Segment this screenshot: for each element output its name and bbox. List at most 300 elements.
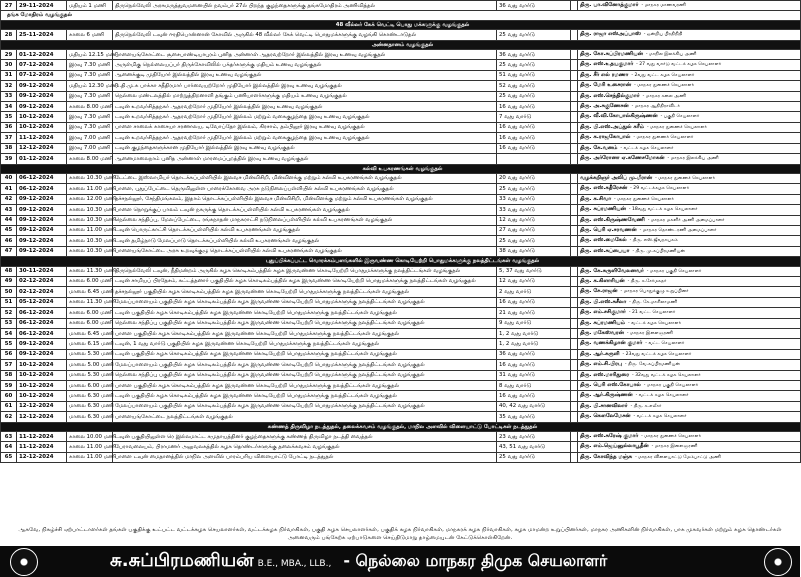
row-spacer <box>571 432 578 442</box>
row-spacer <box>571 287 578 297</box>
row-date: 12-12-2024 <box>17 412 67 422</box>
person-name: வழக்கறிஞர் அலிப் மு.மீரான் <box>580 174 653 181</box>
row-spacer <box>571 391 578 401</box>
person-role: - மாநகர பகுதி செயலாளர் <box>646 268 702 274</box>
table-row <box>1 349 801 359</box>
row-number: 54 <box>1 329 17 339</box>
table-row <box>1 276 801 286</box>
row-time: இரவு 7.00 மணி <box>67 133 113 143</box>
row-time: காலை 11.00 மணி <box>67 184 113 194</box>
row-ward: 25 வது வார்டு <box>497 236 571 246</box>
row-description: டவுன் பகுதியிலுள்ள ரெ இல்லமாட்ட சமுதாயத்தினர் குழந்தைகளுக்கு கண்ணத் திருவிழா நடத்தி வைத்தல் <box>113 432 497 442</box>
row-ward: 31 வது வார்டு <box>497 370 571 380</box>
row-date: 10-12-2024 <box>17 112 67 122</box>
row-ward: 40, 42 வது வார்டு <box>497 401 571 411</box>
person-name: திரு. பி.எஸ்.சுசீலா <box>580 298 627 305</box>
row-ward: 23 வது வார்டு <box>497 432 571 442</box>
row-time: காலை 11.00 மணி <box>67 225 113 235</box>
row-description: பாளை நொறுக்குப் பாலம் டவுன் நகருக்கு தொடக்கப்பள்ளியில் கல்வி உபகரணங்கள் வழங்குதல் <box>113 205 497 215</box>
row-date: 10-12-2024 <box>17 360 67 370</box>
row-date: 09-12-2024 <box>17 81 67 91</box>
row-ward: 27 வது வார்டு <box>497 225 571 235</box>
row-person <box>578 297 801 307</box>
row-ward: 9 வது வார்டு <box>497 318 571 328</box>
person-role: - 18வது வட்டக் கழக செயலாளர் <box>628 207 698 213</box>
row-description: ஆனைமாலைநாம் புனித அன்னாள் மாரமைப்புறத்தில் இரவு உணவு வழங்குதல் <box>113 154 497 164</box>
row-time: காலை 12.00 மணி <box>67 194 113 204</box>
table-row <box>1 452 801 462</box>
row-spacer <box>571 154 578 164</box>
table-row <box>1 339 801 349</box>
row-ward: 52 வது வார்டு <box>497 81 571 91</box>
table-row <box>1 30 801 40</box>
row-spacer <box>571 349 578 359</box>
row-person <box>578 236 801 246</box>
row-ward: 25 வது வார்டு <box>497 184 571 194</box>
row-time: காலை 10.30 மணி <box>67 205 113 215</box>
person-name: திரு. சுப்ரமணியன் <box>580 206 626 213</box>
section-title-text: 48 வீல்லர் கேக் வெட்டி பொது மக்களுக்கு வழங்குதல் <box>335 21 470 28</box>
row-time: காலை 11.00 மணி <box>67 442 113 452</box>
row-time: இரவு 7.30 மணி <box>67 122 113 132</box>
row-number: 42 <box>1 194 17 204</box>
row-description: டவுன் பகுதியில் கழக கொடிகம்பத்தில் கழக இருவண்ண கொடியேற்றி பொதுமக்களுக்கு நலத்திட்டங்கள் வழங்குதல் <box>113 308 497 318</box>
row-description: திருநெல்வேலி டவுன், நீதிமன்றம் அருகில் கழக கொடிகம்பத்தில் கழக இருவண்ண கொடியேற்றி பொதுமக்களுக்கு நலத்திட்டங்கள் வழங்குதல் <box>113 266 497 276</box>
person-name: திரு. கோவிந்த மஞ்சு <box>580 453 633 460</box>
row-date: 10-12-2024 <box>17 391 67 401</box>
row-number: 47 <box>1 246 17 256</box>
person-name: திரு. ஆர்.கிருஷ்ணன் <box>580 392 633 399</box>
row-date: 01-12-2024 <box>17 154 67 164</box>
table-row <box>1 370 801 380</box>
row-number: 59 <box>1 381 17 391</box>
person-name: திரு. ராஜா எஸ்அப்பாஸ் <box>580 31 641 38</box>
row-date: 02-12-2024 <box>17 287 67 297</box>
table-row <box>1 329 801 339</box>
row-description: டவுன் பகுதியில் கழக கொடிகம்பத்தில் கழக இருவண்ண கொடியேற்றி பொதுமக்களுக்கு நலத்திட்டங்கள் வழங்குதல் <box>113 349 497 359</box>
party-emblem-icon <box>10 548 38 576</box>
row-ward: 33 வது வார்டு <box>497 205 571 215</box>
row-description: மேலப்பாளையம் பகுதியில் கழக கொடிகம்பத்தில் கழக இருவண்ண கொடியேற்றி பொதுமக்களுக்கு நலத்திட்டங்கள் வழங்குதல் <box>113 401 497 411</box>
person-name: திரு. எஸ்.சுப்பையா <box>580 247 630 254</box>
table-row <box>1 297 801 307</box>
row-description: பாளையங்கோட்டை சூசைபாண்டியாபுரம் புனித அன்னாள் ஆதரவற்றோர் இல்லத்தில் இரவு உணவு வழங்குதல் <box>113 50 497 60</box>
person-name: திரு. மேரி உசைரான் <box>580 82 632 89</box>
person-role: - மாநகர துணைச் செயலாளர் <box>655 175 716 181</box>
row-time: மதியம் 12.30 மணி <box>67 81 113 91</box>
row-number: 43 <box>1 205 17 215</box>
table-row <box>1 60 801 70</box>
row-time: மாலை 6.00 மணி <box>67 381 113 391</box>
row-person <box>578 205 801 215</box>
row-spacer <box>571 143 578 153</box>
person-name: திரு. கே.வனம் <box>580 144 618 151</box>
section-title <box>1 40 801 49</box>
person-name: திரு. எஸ்.செந்தில்குமார் <box>580 92 640 99</box>
row-time: மதியம் 1 மணி <box>67 1 113 11</box>
table-row <box>1 133 801 143</box>
table-row <box>1 391 801 401</box>
section-header <box>1 257 801 266</box>
row-person <box>578 329 801 339</box>
person-name: திரு. அ.சுகுணேசன் <box>580 103 629 110</box>
row-number: 38 <box>1 143 17 153</box>
row-ward: 35 வது வார்டு <box>497 412 571 422</box>
row-ward: 25 வது வார்டு <box>497 30 571 40</box>
row-description: டவுன் குழந்தைகளுக்கான முதியோர் இல்லத்தில் இரவு உணவு வழங்குதல் <box>113 143 497 153</box>
person-role: - மாநில இலக்கிய அணி <box>645 52 697 58</box>
row-ward: 36 வது வார்டு <box>497 50 571 60</box>
row-description: நெல்லை மண்டலத்தில் மாற்றுத்திறனாளி தங்கும் பணியாளர்களுக்கு மதியம் உணவு வழங்குதல் <box>113 91 497 101</box>
row-time: காலை 10.30 மணி <box>67 246 113 256</box>
row-person <box>578 102 801 112</box>
row-ward: 21 வது வார்டு <box>497 308 571 318</box>
row-time: மாலை 5.00 மணி <box>67 360 113 370</box>
row-ward: 16 வது வார்டு <box>497 360 571 370</box>
person-name: திரு. க.கிளாரியன் <box>580 277 625 284</box>
row-time: இரவு 7.30 மணி <box>67 91 113 101</box>
row-spacer <box>571 339 578 349</box>
row-number: 51 <box>1 297 17 307</box>
person-name: திரு. சுப்ரமணியம் <box>580 319 625 326</box>
person-name: திரு. எஸ்.கதீரேசன் <box>580 185 628 192</box>
row-ward: 36 வது வார்டு <box>497 1 571 11</box>
row-spacer <box>571 266 578 276</box>
row-person <box>578 318 801 328</box>
row-time: மாலை 6.15 மணி <box>67 339 113 349</box>
row-person <box>578 391 801 401</box>
row-number: 50 <box>1 287 17 297</box>
row-description: தச்சநல்லூர், சேந்திமங்கலம், இதாம் தொடக்கப்பள்ளியில் இலவச மின்விசிறி, மின்விளக்கு மற்றும் கல்வி உபகரணங்கள் வழங்குதல் <box>113 194 497 204</box>
row-description: பாளை பகுதியில் கழக கொடிகம்பத்தில் கழக இருவண்ண கொடியேற்றி பொதுமக்களுக்கு நலத்திட்டங்கள் வழங்குதல் <box>113 381 497 391</box>
table-row <box>1 184 801 194</box>
row-description: பாளை, புதுப்பேட்டை தெருவிலுள்ள பாரைக்கோவை அரசு நடுநிலைப்பள்ளியில் கல்வி உபகரணங்கள் வழங்குதல் <box>113 184 497 194</box>
row-time: மாலை 6.45 மணி <box>67 287 113 297</box>
row-description: டவுன் சாமியப் பிரதேசம், கட்டத்தனார் பகுதியில் கழக கொடிகம்பத்தில் கழக இருவண்ண கொடியேற்றி பொதுமக்களுக்கு நலத்திட்டங்கள் வழங்குதல் <box>113 276 497 286</box>
row-spacer <box>571 184 578 194</box>
row-description: பாளை பகுதியில் கழக கொடிகம்பத்தில் கழக இருவண்ண கொடியேற்றி பொதுமக்களுக்கு நலத்திட்டங்கள் வழங்குதல் <box>113 329 497 339</box>
row-time: இரவு 7.30 மணி <box>67 112 113 122</box>
person-name: திரு. எம்.சசிகுமார் <box>580 309 626 316</box>
row-description: பாளையங்கோட்டை அரசு உறவுக்குழு தொடக்கப்பள்ளியில் கல்வி உபகரணங்கள் வழங்குதல் <box>113 246 497 256</box>
row-time: காலை 8.00 மணி <box>67 102 113 112</box>
row-person <box>578 287 801 297</box>
row-description: பாளை டவுன் மைதானத்தில் மாநில அளவில் பாரம்பரிய விளையாட்டு போட்டி நடத்துதல் <box>113 452 497 462</box>
row-date: 01-12-2024 <box>17 50 67 60</box>
person-role: - திரு. கே.மாசிலாமணி <box>629 299 678 305</box>
section-title <box>1 11 801 20</box>
row-date: 09-12-2024 <box>17 102 67 112</box>
person-role: - திரு. வே.சுப்பிரமணியன் <box>624 362 680 368</box>
row-time: காலை 8.00 மணி <box>67 154 113 164</box>
row-spacer <box>571 30 578 40</box>
row-spacer <box>571 225 578 235</box>
row-date: 06-12-2024 <box>17 318 67 328</box>
row-person <box>578 412 801 422</box>
row-ward: 12 வது வார்டு <box>497 215 571 225</box>
row-person <box>578 143 801 153</box>
person-role: - மாநகர தொண்டரணி அமைப்பாளர் <box>639 227 717 233</box>
section-title-text: அன்னதானம் வழங்குதல் <box>371 41 434 48</box>
row-ward: 2 வது வார்டு <box>497 287 571 297</box>
row-date: 25-11-2024 <box>17 30 67 40</box>
row-date: 09-12-2024 <box>17 91 67 101</box>
row-person <box>578 360 801 370</box>
row-description: ம.தி.மு.க பாக்கா சதீதிரமார் பார்வையற்றோர் முதியோர் இல்லத்தில் இரவு உணவு வழங்குதல் <box>113 81 497 91</box>
row-date: 09-12-2024 <box>17 349 67 359</box>
row-number: 52 <box>1 308 17 318</box>
row-description: ஆனைக்குடி முதியோர் இல்லத்தில் இரவு உணவு வழங்குதல் <box>113 70 497 80</box>
row-number: 40 <box>1 173 17 183</box>
row-ward: 43, 51 வது வார்டு <box>497 442 571 452</box>
row-date: 09-12-2024 <box>17 194 67 204</box>
table-row <box>1 225 801 235</box>
row-person <box>578 60 801 70</box>
row-time: மாலை 6.45 மணி <box>67 329 113 339</box>
row-person <box>578 122 801 132</box>
row-number: 44 <box>1 215 17 225</box>
person-role: - மாநகர துணைச் செயலாளர் <box>633 135 694 141</box>
row-time: காலை 6.00 மணி <box>67 308 113 318</box>
row-number: 64 <box>1 442 17 452</box>
row-person <box>578 184 801 194</box>
row-time: காலை 10.30 மணி <box>67 215 113 225</box>
row-description: தச்சநல்லூர் பகுதியில் கழக கொடிகம்பத்தில் கழக இருவண்ண கொடியேற்றி பொதுமக்களுக்கு நலத்திட்டங்கள் வழங்குதல் <box>113 287 497 297</box>
row-time: மாலை 6.30 மணி <box>67 391 113 401</box>
person-role: - மாநகர துணைச் செயலாளர் <box>614 196 674 202</box>
person-name: திரு. எம்.சி.பிரபு <box>580 361 622 368</box>
row-time: மாலை 6.30 மணி <box>67 401 113 411</box>
row-ward: 51 வது வார்டு <box>497 70 571 80</box>
signature-banner <box>0 546 800 577</box>
person-name: திரு. எம்.ஜெய்னுல்லாபூதீன் <box>580 443 649 450</box>
row-number: 49 <box>1 276 17 286</box>
row-spacer <box>571 381 578 391</box>
row-description: டவுன் உறவர்சித்தநகர் ஆதரவற்றோர் முதியோர் இல்லத்தில் இரவு உணவு வழங்குதல் <box>113 102 497 112</box>
row-person <box>578 215 801 225</box>
row-time: காலை 11.30 மணி <box>67 266 113 276</box>
person-role: - பகுதி செயலாளர் <box>660 114 700 120</box>
row-number: 48 <box>1 266 17 276</box>
row-spacer <box>571 173 578 183</box>
row-ward: 16 வது வார்டு <box>497 143 571 153</box>
footer-note: ஆகவே, நிகழ்ச்சி ஏற்பாட்டாளர்கள் தங்கள் பகுதிக்கு உட்பட்ட வட்டக்கழக செயலாளர்கள், வட்டக்கழக நிர்வாகிகள், பகுதி கழக செயலாளர்கள், பகுதிக் கழக நிர்வாகிகள், மாநகரக் கழக நிர்வாகிகள், கழக மாமன்ற உறுப்பினர்கள், மாநகர அணிகளின் நிர்வாகிகள், பாக முகவர்கள் மற்றும் கழக தொண்டர்கள் அனைவரும் பங்கேற்க ஏற்பாடுகளை செய்திடுமாறு தாழ்மையுடன் கேட்டுக்கொள்கிறேன். <box>18 527 782 541</box>
row-spacer <box>571 370 578 380</box>
row-description: பாளையங்கோட்டை நலத்திட்டங்கள் வழங்குதல் <box>113 412 497 422</box>
row-time: காலை 10.30 மணி <box>67 236 113 246</box>
row-number: 61 <box>1 401 17 411</box>
person-name: திரு. கோ.சுப்பிரமணியன் <box>580 51 643 58</box>
row-date: 30-11-2024 <box>17 266 67 276</box>
row-time: இரவு 7.30 மணி <box>67 60 113 70</box>
person-role: - 21 வட்ட செயலாளர் <box>628 310 676 316</box>
section-header <box>1 20 801 29</box>
row-description: டவுன் உறவர்சித்தநகர் ஆதரவற்றோர் முதியோர் இல்லம் மற்றும் வகைகுழந்தை இரவு உணவு வழங்குதல் <box>113 112 497 122</box>
row-spacer <box>571 81 578 91</box>
row-number: 33 <box>1 91 17 101</box>
row-number: 29 <box>1 50 17 60</box>
row-spacer <box>571 133 578 143</box>
row-spacer <box>571 442 578 452</box>
row-spacer <box>571 122 578 132</box>
table-row <box>1 360 801 370</box>
row-number: 55 <box>1 339 17 349</box>
person-role: - மாநகர ஆதிதிராவிடர் <box>631 104 680 110</box>
signatory-degrees: B.E., MBA., LLB., <box>257 559 332 569</box>
row-spacer <box>571 401 578 411</box>
table-row <box>1 112 801 122</box>
row-number: 60 <box>1 391 17 401</box>
person-name: திரு. கே.சுருளிவேலனவர் <box>580 267 644 274</box>
person-role: - மாநகர பொதுக்குழு உறுப்பினர் <box>620 289 689 295</box>
person-name: திரு. சே.ராஜன் <box>580 288 618 295</box>
row-description: டவுன் உறவர்சித்தநகர் ஆதரவற்றோர் முதியோர் இல்லம் மற்றும் வகைகுழந்தை இரவு உணவு வழங்குதல் <box>113 133 497 143</box>
row-date: 07-12-2024 <box>17 60 67 70</box>
person-role: - மாநகர இலக்கிய அணி <box>667 156 719 162</box>
row-date: 11-12-2024 <box>17 432 67 442</box>
table-row <box>1 432 801 442</box>
person-role: - வட்டக் கழக செயலாளர் <box>627 320 682 326</box>
table-row <box>1 266 801 276</box>
person-role: - மாநகர இளைஞரணி <box>651 444 698 450</box>
row-description: நெல்லை சந்திப்பு, மேலப்பேட்டை, ரங்கநாதன் மாநகராட்சி நடுநிலைப்பள்ளியில் கல்வி உபகரணங்கள் வழங்குதல் <box>113 215 497 225</box>
row-ward: 36 வது வார்டு <box>497 349 571 359</box>
row-time: காலை 10.30 மணி <box>67 173 113 183</box>
row-date: 12-12-2024 <box>17 401 67 411</box>
row-ward: 16 வது வார்டு <box>497 122 571 132</box>
section-title-text: புதுப்பிக்கப்பட்ட வொரக்கம்பளங்களில் இருவண்ண கொடியேற்றி பொதுமக்களுக்கு நலத்திட்டங்கள் வழங்குதல் <box>265 258 540 265</box>
table-row <box>1 102 801 112</box>
person-name: திரு. எஸ்.மைகேல் <box>580 237 627 244</box>
section-title-text: கல்வி உபகரணங்கள் வழங்குதல் <box>362 165 443 172</box>
person-role: - ஒன்றிய பிரதிநிதி <box>643 32 683 38</box>
person-name: திரு. பி.சானவிலார் <box>580 402 628 409</box>
row-spacer <box>571 329 578 339</box>
row-spacer <box>571 236 578 246</box>
section-header <box>1 164 801 173</box>
row-spacer <box>571 318 578 328</box>
section-title-text: தங்க மோதிரம் வழங்குதல் <box>7 12 72 19</box>
row-date: 06-12-2024 <box>17 173 67 183</box>
row-time: மாலை 5.30 மணி <box>67 370 113 380</box>
person-role: - மாநகர இளைஞரணி <box>626 331 673 336</box>
person-name: திரு. பா.வினோத்குமார் <box>580 2 639 8</box>
row-spacer <box>571 360 578 370</box>
row-person <box>578 442 801 452</box>
row-person <box>578 225 801 235</box>
table-row <box>1 401 801 411</box>
section-header <box>1 11 801 20</box>
row-number: 46 <box>1 236 17 246</box>
row-person <box>578 154 801 164</box>
row-number: 36 <box>1 122 17 132</box>
row-spacer <box>571 276 578 286</box>
row-person <box>578 349 801 359</box>
person-role: - மாநகர விளையாட்டு மேம்பாட்டு அணி <box>635 454 721 460</box>
row-description: டவுன் தமிழ்நாடு மேலப்பாடு தொடக்கப்பள்ளியில் கல்வி உபகரணங்கள் வழங்குதல் <box>113 236 497 246</box>
person-role: - மாநகர மாணவரணி <box>641 3 686 8</box>
row-description: டேட்டை இஸ்லாமியர் தொடக்கப்பள்ளியில் இலவச மின்விசிறி, மின்விளக்கு மற்றும் கல்வி உபகரணங்கள் வழங்குதல் <box>113 173 497 183</box>
row-number: 58 <box>1 370 17 380</box>
person-role: - வட்டக் கழக செயலாளர் <box>620 145 674 151</box>
row-date: 06-12-2024 <box>17 329 67 339</box>
row-ward: 38 வது வார்டு <box>497 246 571 256</box>
party-emblem-icon <box>764 548 792 576</box>
row-number: 39 <box>1 154 17 164</box>
row-spacer <box>571 102 578 112</box>
row-number: 27 <box>1 1 17 11</box>
row-date: 12-12-2024 <box>17 143 67 153</box>
table-row <box>1 215 801 225</box>
person-name: திரு. எஸ்.கிருஷ்ணவேணி <box>580 216 645 223</box>
row-date: 02-12-2024 <box>17 276 67 286</box>
row-date: 10-12-2024 <box>17 370 67 380</box>
person-name: திரு. பெரி ஏ.சரவணன் <box>580 226 637 233</box>
table-row <box>1 412 801 422</box>
person-role: - மாநகர துணைச் செயலாளர் <box>641 434 702 440</box>
section-title-text: கண்ணத் திருவிழா நடத்துதல், தலைக்கவசம் வழங்குதல், மாநில அளவில் விளையாட்டு போட்டிகள் நடத்துதல் <box>267 423 538 430</box>
row-description: நெல்லை சந்திப்பு பகுதியில் கழக கொடிகம்பத்தில் கழக இருவண்ண கொடியேற்றி பொதுமக்களுக்கு நலத்திட்டங்கள் வழங்குதல் <box>113 318 497 328</box>
row-person <box>578 70 801 80</box>
row-person <box>578 30 801 40</box>
table-row <box>1 1 801 11</box>
person-role: - திரு. எஸ்.ஜீவநாயகம் <box>629 238 678 244</box>
row-date: 10-12-2024 <box>17 381 67 391</box>
row-spacer <box>571 50 578 60</box>
row-date: 09-12-2024 <box>17 236 67 246</box>
row-ward <box>497 154 571 164</box>
row-description: மேலப்பாளையம் பகுதியில் கழக கொடிகம்பத்தில் கழக இருவண்ண கொடியேற்றி பொதுமக்களுக்கு நலத்திட்டங்கள் வழங்குதல் <box>113 360 497 370</box>
row-ward: 1, 2 வது வார்டு <box>497 329 571 339</box>
person-role: - மாநகர துணைச் செயலாளர் <box>646 124 707 130</box>
row-date: 29-11-2024 <box>17 1 67 11</box>
row-ward: 20 வது வார்டு <box>497 173 571 183</box>
row-spacer <box>571 1 578 11</box>
row-date: 09-12-2024 <box>17 205 67 215</box>
row-time: மதியம் 12.15 மணி <box>67 50 113 60</box>
row-time: காலை 10.00 மணி <box>67 432 113 442</box>
row-date: 10-12-2024 <box>17 122 67 132</box>
row-description: மேலப்பாளையம் பகுதியில் கழக கொடிகம்பத்தில் கழக இருவண்ண கொடியேற்றி பொதுமக்களுக்கு நலத்திட்டங்கள் வழங்குதல் <box>113 297 497 307</box>
person-role: - 29 வட்டக்கழக செயலாளர் <box>630 186 690 192</box>
table-row <box>1 194 801 204</box>
signatory-role: - நெல்லை மாநகர திமுக செயலாளர் <box>343 551 608 570</box>
row-description: அருள்மிகு நெல்லையப்பர் திருக்கோவிலில் பக்தர்களுக்கு மதியம் உணவு வழங்குதல் <box>113 60 497 70</box>
row-person <box>578 81 801 91</box>
table-row <box>1 143 801 153</box>
row-spacer <box>571 60 578 70</box>
person-name: திரு. கௌலேமேசன் <box>580 413 631 420</box>
row-number: 35 <box>1 112 17 122</box>
table-row <box>1 381 801 391</box>
table-row <box>1 442 801 452</box>
row-ward: 5, 37 வது வார்டு <box>497 266 571 276</box>
row-time: மாலை 6.30 மணி <box>67 412 113 422</box>
table-row <box>1 81 801 91</box>
row-number: 65 <box>1 452 17 462</box>
person-name: திரு. ஆர்.சுருளி <box>580 350 620 357</box>
person-role: - மாநகர துணைச் செயலாளர் <box>634 83 695 89</box>
row-person <box>578 370 801 380</box>
row-person <box>578 266 801 276</box>
row-person <box>578 308 801 318</box>
person-name: திரு. பெரி எஸ்.கோபால் <box>580 382 641 389</box>
row-date: 09-12-2024 <box>17 225 67 235</box>
row-ward: 25 வது வார்டு <box>497 60 571 70</box>
person-role: - மாநகர கலை அணி <box>642 93 687 99</box>
row-ward: 25 வது வார்டு <box>497 452 571 462</box>
person-role: - வட்டக் கழக செயலாளர் <box>635 393 689 399</box>
